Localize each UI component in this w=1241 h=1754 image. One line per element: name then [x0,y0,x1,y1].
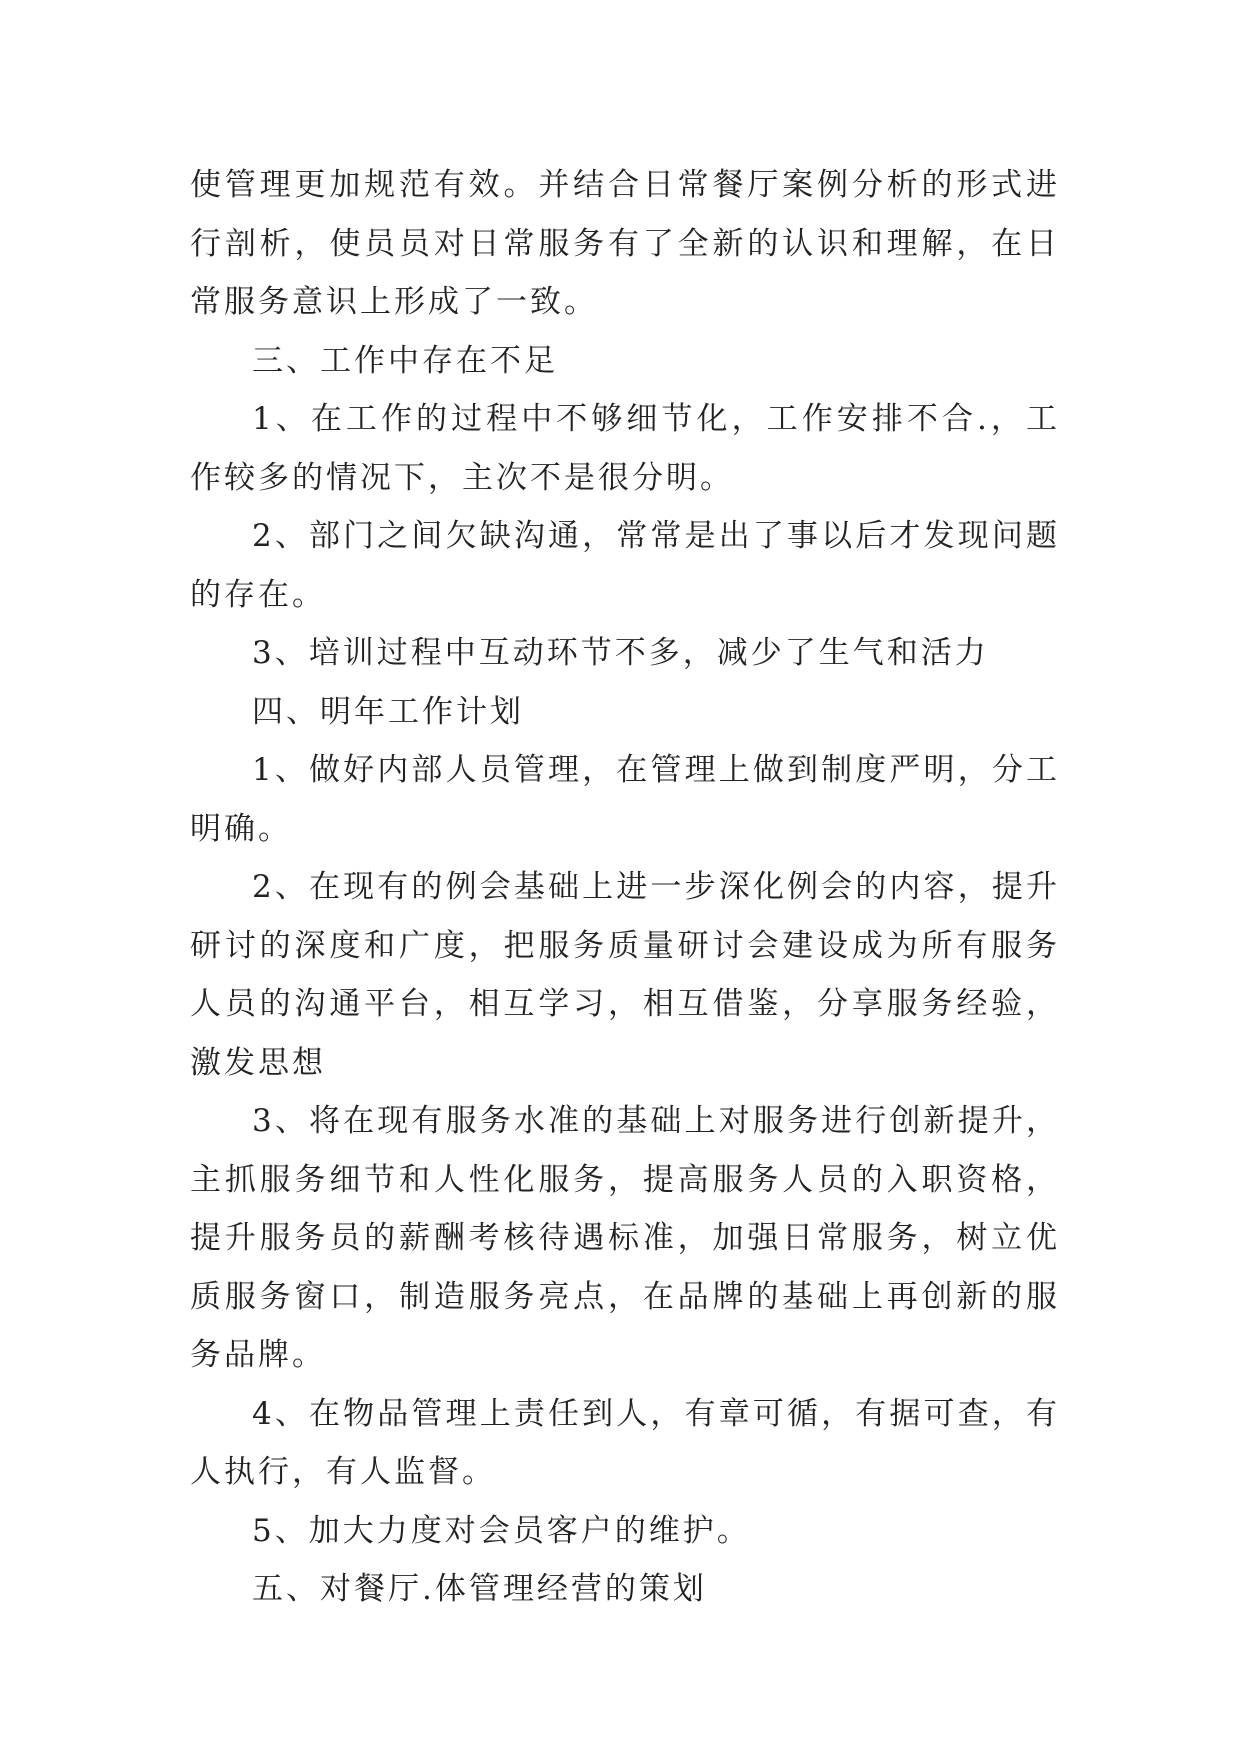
list-item: 1、在工作的过程中不够细节化，工作安排不合.，工作较多的情况下，主次不是很分明。 [190,401,1060,496]
section-heading-4: 四、明年工作计划 [252,693,524,730]
section-heading-5: 五、对餐厅.体管理经营的策划 [252,1571,707,1607]
list-item: 4、在物品管理上责任到人，有章可循，有据可查，有人执行，有人监督。 [190,1395,1060,1490]
list-item: 3、将在现有服务水准的基础上对服务进行创新提升，主抓服务细节和人性化服务，提高服务人员的入职资格，提升服务员的薪酬考核待遇标准，加强日常服务，树立优质服务窗口，制造服务亮点，在品牌的基础上再创新的服务品牌。 [190,1103,1060,1373]
list-item: 3、培训过程中互动环节不多，减少了生气和活力 [252,635,989,671]
list-item: 5、加大力度对会员客户的维护。 [252,1512,751,1549]
list-item: 2、在现有的例会基础上进一步深化例会的内容，提升研讨的深度和广度，把服务质量研讨会建设成为所有服务人员的沟通平台，相互学习，相互借鉴，分享服务经验，激发思想 [190,869,1060,1081]
paragraph-continuation: 使管理更加规范有效。并结合日常餐厅案例分析的形式进行剖析，使员员对日常服务有了全新的认识和理解，在日常服务意识上形成了一致。 [190,167,1060,320]
section-heading-3: 三、工作中存在不足 [252,342,558,379]
list-item: 1、做好内部人员管理，在管理上做到制度严明，分工明确。 [190,752,1060,847]
list-item: 2、部门之间欠缺沟通，常常是出了事以后才发现问题的存在。 [190,518,1060,613]
document-page [190,156,1060,1619]
